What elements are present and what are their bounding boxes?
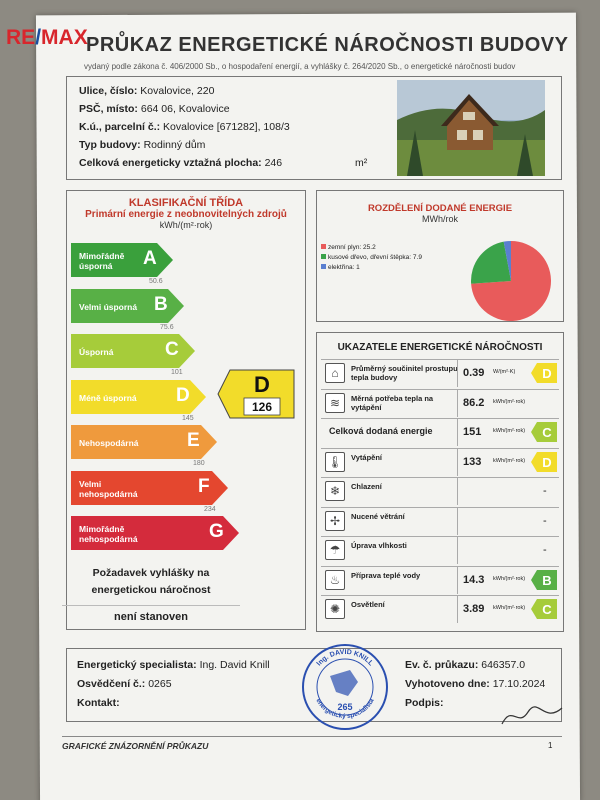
indicator-row bbox=[321, 507, 559, 534]
class-threshold: 75.6 bbox=[160, 323, 174, 331]
bulb-icon: ✺ bbox=[325, 599, 345, 619]
footer-panel: Energetický specialista: Ing. David Knill Osvědčení č.: 0265 Kontakt: Ev. č. průkazu: 646357.0 Vyhotoveno dne: 17.10.2024 Podpis: bbox=[66, 648, 562, 722]
class-bar-letter: F bbox=[198, 475, 210, 497]
svg-text:C: C bbox=[542, 425, 552, 440]
svg-text:D: D bbox=[542, 366, 552, 381]
indicator-row bbox=[321, 566, 559, 593]
class-bar-letter: D bbox=[176, 384, 190, 406]
class-bar-c bbox=[71, 334, 195, 368]
bottom-label: GRAFICKÉ ZNÁZORNĚNÍ PRŮKAZU bbox=[62, 741, 209, 751]
classification-heading: KLASIFIKAČNÍ TŘÍDA bbox=[128, 197, 244, 209]
indicator-label: Osvětlení bbox=[351, 600, 385, 609]
class-threshold: 50.6 bbox=[149, 278, 163, 285]
building-photo bbox=[397, 80, 545, 176]
thermometer-icon: 🌡 bbox=[325, 452, 345, 472]
indicator-unit: W/(m²·K) bbox=[493, 369, 516, 375]
class-threshold: 145 bbox=[182, 414, 194, 422]
class-bar-letter: C bbox=[165, 339, 179, 360]
class-threshold: 234 bbox=[204, 505, 216, 513]
class-bar-f bbox=[71, 471, 228, 505]
class-bar-letter: B bbox=[154, 293, 168, 315]
droplet-icon: ☂ bbox=[325, 540, 345, 560]
svg-text:C: C bbox=[542, 602, 552, 617]
class-bar-label: Méně úsporná bbox=[79, 392, 137, 403]
indicator-class-badge bbox=[531, 570, 557, 590]
indicator-unit: kWh/(m²·rok) bbox=[493, 398, 526, 405]
legend-item: zemní plyn: 25.2 bbox=[321, 243, 422, 253]
class-bar-d bbox=[71, 380, 206, 414]
indicator-row bbox=[321, 595, 559, 622]
indicator-class-badge bbox=[531, 422, 557, 442]
indicator-row bbox=[321, 448, 559, 475]
requirement-value: není stanoven bbox=[62, 605, 240, 627]
indicator-row bbox=[321, 536, 559, 563]
class-threshold: 101 bbox=[171, 369, 183, 376]
street-value: Kovalovice, 220 bbox=[140, 85, 215, 97]
indicator-class-badge bbox=[531, 363, 557, 383]
indicator-class-badge bbox=[531, 599, 557, 619]
indicator-row bbox=[321, 359, 559, 386]
indicator-unit: kWh/(m²·rok) bbox=[493, 457, 526, 464]
class-bar-label: Velmi úsporná bbox=[79, 301, 138, 312]
indicator-class-empty: - bbox=[543, 514, 547, 527]
class-bar-e bbox=[71, 425, 217, 459]
indicator-row bbox=[321, 418, 559, 445]
class-bar-b bbox=[71, 289, 184, 323]
requirement-label: Požadavek vyhlášky na energetickou náročnost bbox=[91, 567, 211, 596]
indicator-value: 133 bbox=[463, 455, 482, 468]
class-bar-label: Velmi nehospodárná bbox=[79, 478, 138, 499]
indicator-label: Příprava teplé vody bbox=[351, 570, 421, 580]
heat-waves-icon: ≋ bbox=[325, 393, 345, 413]
class-bar-g bbox=[71, 516, 239, 550]
certificate-number: 0265 bbox=[148, 678, 172, 690]
distribution-unit: MWh/rok bbox=[422, 214, 458, 224]
page-number: 1 bbox=[548, 741, 553, 750]
indicator-label: Chlazení bbox=[351, 482, 382, 491]
class-bar-letter: G bbox=[209, 521, 224, 542]
document-subtitle: vydaný podle zákona č. 406/2000 Sb., o hospodaření energií, a vyhlášky č. 264/2020 Sb., o energetické náročnosti budov bbox=[84, 62, 516, 71]
class-indicator-arrow bbox=[216, 368, 296, 420]
specialist-stamp bbox=[300, 642, 390, 732]
issue-date: 17.10.2024 bbox=[492, 678, 546, 690]
classification-unit: kWh/(m²·rok) bbox=[159, 220, 213, 230]
class-bar-label: Mimořádně nehospodárná bbox=[79, 524, 138, 544]
class-bar-label: Úsporná bbox=[79, 347, 114, 357]
indicator-value: 126 bbox=[251, 400, 273, 414]
document-title: PRŮKAZ ENERGETICKÉ NÁROČNOSTI BUDOVY bbox=[86, 34, 569, 56]
indicator-label: Vytápění bbox=[351, 452, 382, 462]
building-info: Ulice, číslo: Kovalovice, 220 PSČ, místo: 664 06, Kovalovice K.ú., parcelní č.: Kovalovice [671282], 108/3 Typ budovy: Rodinný dům Celková energeticky vztažná plocha: 246 m² bbox=[66, 76, 562, 180]
svg-text:B: B bbox=[542, 572, 552, 588]
indicator-unit: kWh/(m²·rok) bbox=[493, 605, 526, 611]
svg-text:D: D bbox=[542, 454, 552, 470]
indicator-label: Nucené větrání bbox=[351, 511, 405, 521]
indicators-heading: UKAZATELE ENERGETICKÉ NÁROČNOSTI bbox=[337, 342, 543, 353]
class-bar-label: Nehospodárná bbox=[79, 438, 139, 448]
house-icon: ⌂ bbox=[325, 363, 345, 383]
class-bar-label: Mimořádně úsporná bbox=[79, 251, 125, 271]
area-value: 246 bbox=[264, 157, 283, 169]
class-threshold: 180 bbox=[193, 460, 205, 467]
psc-value: 664 06, Kovalovice bbox=[140, 103, 230, 115]
specialist-name: Ing. David Knill bbox=[199, 659, 270, 671]
distribution-pie-chart bbox=[469, 239, 553, 323]
indicator-value: 3.89 bbox=[463, 603, 485, 615]
indicator-class-empty: - bbox=[543, 544, 547, 556]
class-bar-letter: A bbox=[143, 248, 157, 269]
indicator-value: 14.3 bbox=[463, 573, 485, 586]
class-bar-a bbox=[71, 243, 173, 277]
indicator-label: Průměrný součinitel prostupu tepla budovy bbox=[351, 364, 458, 382]
fan-icon: ✢ bbox=[325, 511, 345, 531]
indicator-class-badge bbox=[531, 452, 557, 472]
svg-text:265: 265 bbox=[337, 702, 353, 712]
type-value: Rodinný dům bbox=[143, 139, 206, 151]
record-number: 646357.0 bbox=[481, 659, 526, 671]
svg-text:Ing. DAVID KNILL: Ing. DAVID KNILL bbox=[315, 648, 375, 668]
indicator-label: Úprava vlhkosti bbox=[351, 541, 407, 550]
indicator-value: 0.39 bbox=[463, 367, 485, 379]
indicator-value: 151 bbox=[463, 426, 482, 438]
indicator-letter: D bbox=[254, 372, 270, 397]
indicator-row bbox=[321, 477, 559, 504]
indicator-label: Celková dodaná energie bbox=[329, 426, 433, 436]
svg-text:energetický specialista: energetický specialista bbox=[314, 697, 376, 721]
energy-distribution-panel bbox=[316, 190, 564, 322]
remax-logo: RE/MAX bbox=[6, 26, 88, 49]
legend-item: kusové dřevo, dřevní štěpka: 7.9 bbox=[321, 253, 422, 263]
indicator-unit: kWh/(m²·rok) bbox=[493, 575, 526, 582]
faucet-icon: ♨ bbox=[325, 570, 345, 590]
class-bar-letter: E bbox=[187, 430, 200, 451]
signature bbox=[498, 700, 568, 730]
classification-subheading: Primární energie z neobnovitelných zdrojů bbox=[85, 209, 287, 220]
distribution-heading: ROZDĚLENÍ DODANÉ ENERGIE bbox=[367, 203, 513, 214]
indicator-row bbox=[321, 389, 559, 416]
indicator-unit: kWh/(m²·rok) bbox=[493, 428, 526, 434]
indicator-label: Měrná potřeba tepla na vytápění bbox=[351, 393, 434, 412]
legend-item: elektřina: 1 bbox=[321, 263, 422, 273]
snowflake-icon: ❄ bbox=[325, 481, 345, 501]
ku-value: Kovalovice [671282], 108/3 bbox=[163, 121, 290, 133]
indicator-class-empty: - bbox=[543, 485, 547, 497]
indicators-panel bbox=[316, 332, 564, 632]
indicator-value: 86.2 bbox=[463, 396, 485, 409]
